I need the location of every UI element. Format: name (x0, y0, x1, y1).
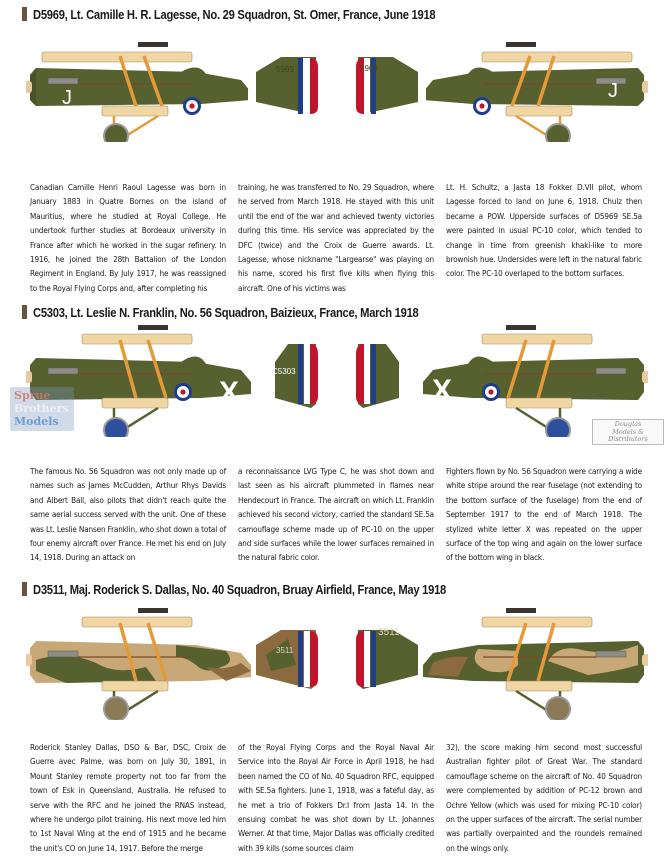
fin-serial: 5969 (276, 65, 294, 74)
section-title (22, 6, 501, 22)
fuselage-letter-right: J (608, 80, 618, 102)
douglas-models-watermark: Douglas Models & Distributors (592, 419, 664, 445)
description-col-1: Canadian Camille Henri Raoul Lagesse was born in January 1883 in Quatre Bornes on the island of Mauritius, where he studied at Royal College. He undertook further studies at Bordeaux university in France after which he worked in the sugar refinery. In 1916, he joined the 28th Battalion of the London Regiment in England. By July 1917, he was reassigned to the Royal Flying Corps and, after completing his (30, 182, 226, 293)
fin-serial: C5303 (272, 367, 296, 376)
sprue-brothers-watermark: Sprue Brothers Models (10, 387, 74, 431)
fin-serial-right: 5969 (360, 64, 378, 73)
wheel (104, 418, 128, 437)
description-col-2: a reconnaissance LVG Type C, he was shot down and last seen as his aircraft plummeted in flames near Hendecourt in France. The aircraft on which Lt. Franklin achieved his second victory, carried the standard SE.5a camouflage scheme made up of PC-10 on the upper and side surfaces while the lower surfaces remained in the natural fabric color. (238, 466, 434, 563)
rudder-red (310, 58, 318, 114)
description-columns (30, 740, 642, 855)
section-title-text: D3511, Maj. Roderick S. Dallas, No. 40 Squadron, Bruay Airfield, France, May 1918 (33, 581, 447, 597)
aircraft-profile-right-view (348, 32, 648, 142)
section-title-text: D5969, Lt. Camille H. R. Lagesse, No. 29 Squadron, St. Omer, France, June 1918 (33, 6, 436, 22)
description-col-1: Roderick Stanley Dallas, DSO & Bar, DSC, Croix de Guerre avec Palme, was born on July 30, 1891, in Mount Stanley remote property not too far from the town of Esk in Queensland, Australia. He refused to serve with the RFC and he joined the RNAS instead, where he undergo pilot training. His next move led him to 1st Naval Wing at the end of 1915 and he became the unit's CO on June 14, 1917. Before the merge (30, 742, 226, 853)
profile-section-d5969 (0, 0, 668, 298)
exhaust (48, 78, 78, 84)
description-col-3: Lt. H. Schultz, a Jasta 18 Fokker D.VII pilot, whom Lagesse forced to land on June 6, 1918. Chulz then became a POW. Upperside surfaces of D5969 SE.5a were painted in usual PC-10 color, which tended to change in time from greenish khaki-like to more brownish hue. Undersides were left in the natural fabric color. The PC-10 overlaped to the bottom surfaces. (446, 182, 642, 279)
description-col-3: Fighters flown by No. 56 Squadron were carrying a wide white stripe around the rear fuselage (not extending to the bottom surface of the fuselage) from the end of September 1917 to the end of March 1918. The stylized white letter X was repeated on the upper surface of the top wing and again on the lower surface of the bottom wing in black. (446, 466, 642, 563)
se5a-camo-illustration (26, 605, 326, 720)
fin-serial-right: C5303 (390, 342, 414, 351)
section-title (22, 304, 481, 320)
fuselage-letter: X (219, 376, 240, 409)
fuselage-letter-right: X (432, 374, 453, 407)
se5a-illustration-mirrored (348, 32, 648, 142)
propeller-hub (26, 81, 32, 93)
fin-serial: 3511 (276, 646, 294, 655)
aircraft-profile-left-view (26, 32, 326, 142)
aircraft-profile-left-view (26, 605, 326, 720)
description-col-2: training, he was transferred to No. 29 Squadron, where he served from March 1918. He stayed with this unit until the end of the war and achieved twenty victories during this time. His service was appreciated by the DFC (twice) and the Croix de Guerre awards. Lt. Lagesse, whose nickname "Largearse" was playing on his name, scored his first five kills when flying this aircraft. One of his victims was (238, 182, 434, 293)
description-columns (30, 464, 642, 565)
profile-section-c5303 (0, 298, 668, 575)
title-marker (22, 582, 27, 596)
title-marker (22, 305, 27, 319)
profile-section-d3511 (0, 575, 668, 864)
se5a-illustration (26, 32, 326, 142)
wheel (104, 124, 128, 142)
description-columns (30, 180, 642, 295)
upper-wing (42, 52, 192, 62)
aircraft-profile-right-view (348, 605, 648, 720)
section-title (22, 581, 513, 597)
white-fuselage-band (251, 378, 275, 398)
lewis-gun (138, 42, 168, 47)
rudder-blue (298, 58, 303, 114)
se5a-camo-illustration-mirrored (348, 605, 648, 720)
rudder-white (304, 58, 310, 114)
title-marker (22, 7, 27, 21)
description-col-3: 32), the score making him second most successful Australian fighter pilot of Great War. The standard camouflage scheme on the aircraft of No. 40 Squadron were complemented by addition of PC-12 brown and Ochre Yellow (which was used for mixing PC-10 color) on the upper surfaces of the aircraft. The serial number was partially overpainted and the roundels remained on the wings only. (446, 742, 642, 853)
fuselage-letter: J (62, 87, 72, 109)
wheel (104, 697, 128, 720)
section-title-text: C5303, Lt. Leslie N. Franklin, No. 56 Squadron, Baizieux, France, March 1918 (33, 304, 419, 320)
fin-serial-right: 3511 (378, 627, 400, 638)
description-col-2: of the Royal Flying Corps and the Royal Naval Air Service into the Royal Air Force in April 1918, he had been named the CO of No. 40 Squadron RFC, equipped with SE.5a fighters. June 1, 1918, was a fateful day, as he met a trio of Fokkers Dr.I from Jasta 14. In the ensuing combat he was shot down by Lt. Johannes Werner. At that time, Major Dallas was officially credited with 39 kills (some sources claim (238, 742, 434, 853)
description-col-1: The famous No. 56 Squadron was not only made up of names such as James McCudden, Arthur Rhys Davids and Albert Ball, also pilots that didn't reach quite the same aerial success served with the unit. One of these was Lt. Leslie Nansen Franklin, who shot down a total of four enemy aircraft over France. He met his end on July 14, 1918. During an attack on (30, 466, 226, 563)
lower-wing (102, 106, 168, 116)
